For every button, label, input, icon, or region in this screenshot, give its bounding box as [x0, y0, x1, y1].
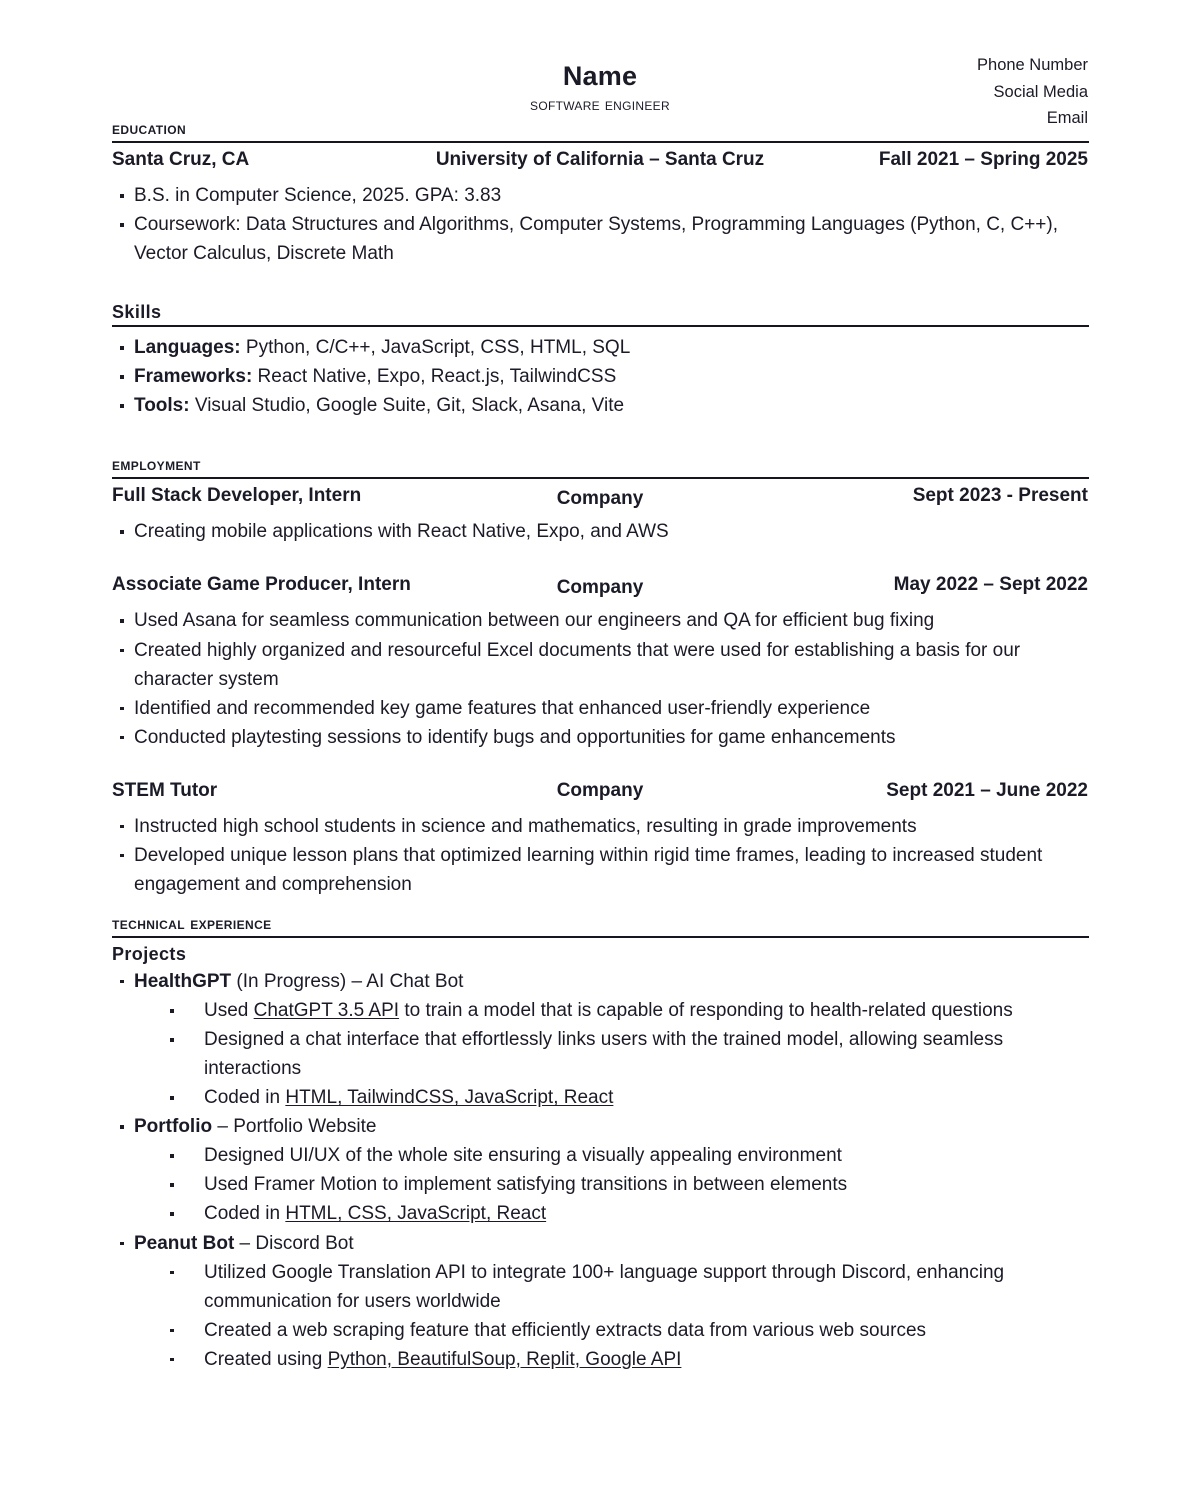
skill-value: Python, C/C++, JavaScript, CSS, HTML, SQL [240, 337, 631, 359]
skill-label: Tools: [134, 395, 190, 417]
education-entry-row [112, 149, 1088, 181]
skill-value: React Native, Expo, React.js, TailwindCSS [252, 366, 617, 388]
list-item: Developed unique lesson plans that optimized learning within rigid time frames, leading to increased student engagement and comprehension [112, 841, 1088, 899]
contact-email: Email [1046, 109, 1088, 128]
detail-prefix: Coded in [204, 1087, 286, 1109]
job-entry-row [112, 574, 1088, 606]
job-bullets [112, 517, 1088, 546]
list-item: Created highly organized and resourceful Excel documents that were used for establishing a basis for our character system [112, 636, 1088, 694]
list-item: Identified and recommended key game features that enhanced user-friendly experience [112, 694, 1088, 723]
project-descriptor: (In Progress) – AI Chat Bot [231, 970, 464, 992]
list-item: Creating mobile applications with React Native, Expo, and AWS [112, 517, 1088, 546]
list-item [112, 1083, 1088, 1112]
section-rule-skills [112, 325, 1089, 327]
list-item [112, 1141, 1088, 1170]
resume-body [0, 118, 1200, 1374]
project-details [112, 1141, 1088, 1228]
detail-prefix: Designed UI/UX of the whole site ensuring a visually appealing environment [204, 1145, 842, 1167]
project-item [112, 1112, 1088, 1141]
projects-list [112, 967, 1088, 996]
job-dates: Sept 2021 – June 2022 [886, 779, 1088, 801]
project-details [112, 996, 1088, 1112]
job-title: STEM Tutor [112, 779, 218, 801]
detail-tech: Python, BeautifulSoup, Replit, Google API [327, 1348, 682, 1370]
detail-tech: HTML, CSS, JavaScript, React [285, 1203, 547, 1225]
skill-value: Visual Studio, Google Suite, Git, Slack, Asana, Vite [189, 395, 625, 417]
project-name: Portfolio [134, 1116, 213, 1138]
detail-prefix: Used Framer Motion to implement satisfying transitions in between elements [204, 1174, 848, 1196]
skills-list [112, 333, 1088, 420]
list-item: Instructed high school students in science and mathematics, resulting in grade improvements [112, 812, 1088, 841]
job-entry-row [112, 485, 1088, 517]
page-title: Name [562, 61, 638, 91]
section-rule-technical-experience [112, 936, 1089, 938]
skill-label: Languages: [134, 337, 241, 359]
section-rule-education [112, 141, 1089, 143]
detail-prefix: Designed a chat interface that effortlessly links users with the trained model, allowing seamless interactions [204, 1029, 1004, 1080]
list-item [112, 1170, 1088, 1199]
detail-prefix: Created using [204, 1348, 328, 1370]
detail-prefix: Coded in [204, 1203, 286, 1225]
education-bullets [112, 181, 1088, 268]
section-rule-employment [112, 477, 1089, 479]
project-details [112, 1258, 1088, 1374]
list-item [112, 1258, 1088, 1316]
detail-suffix: to train a model that is capable of responding to health-related questions [399, 1000, 1013, 1021]
spacer [112, 546, 1088, 572]
job-title: Full Stack Developer, Intern [112, 485, 362, 507]
projects-list [112, 1229, 1088, 1258]
project-name: Peanut Bot [134, 1232, 235, 1254]
list-item [112, 1316, 1088, 1345]
spacer [112, 268, 1088, 302]
job-subtitle: software engineer [530, 96, 670, 115]
job-dates: Sept 2023 - Present [912, 485, 1088, 507]
subsection-heading-projects: Projects [112, 943, 187, 964]
list-item: Coursework: Data Structures and Algorithms, Computer Systems, Programming Languages (Python, C, C++), Vector Calculus, Discrete Math [112, 210, 1088, 268]
detail-prefix: Created a web scraping feature that efficiently extracts data from various web sources [204, 1319, 927, 1341]
section-heading-technical-experience: technical experience [112, 912, 272, 933]
detail-tech: ChatGPT 3.5 API [253, 1000, 400, 1021]
contact-social: Social Media [993, 82, 1088, 101]
education-location: Santa Cruz, CA [112, 149, 250, 170]
job-title: Associate Game Producer, Intern [112, 574, 411, 596]
contact-phone: Phone Number [977, 56, 1088, 74]
spacer [112, 899, 1088, 913]
detail-prefix: Used [204, 1000, 254, 1021]
education-institution: University of California – Santa Cruz [435, 149, 765, 170]
skill-label: Frameworks: [134, 366, 253, 388]
list-item: B.S. in Computer Science, 2025. GPA: 3.83 [112, 181, 1088, 210]
job-company: Company [556, 577, 644, 599]
job-entry-row [112, 780, 1088, 812]
section-heading-employment: employment [112, 454, 201, 475]
project-item [112, 1229, 1088, 1258]
project-descriptor: – Portfolio Website [212, 1116, 377, 1138]
spacer [112, 420, 1088, 454]
job-bullets [112, 606, 1088, 751]
list-item [112, 1345, 1088, 1374]
list-item [112, 1025, 1088, 1083]
project-name: HealthGPT [134, 970, 232, 992]
project-item [112, 967, 1088, 996]
list-item [112, 333, 1088, 362]
section-heading-skills: Skills [112, 302, 162, 323]
list-item [112, 996, 1088, 1025]
section-heading-education: education [112, 118, 187, 138]
contact-block [977, 52, 1088, 132]
spacer [112, 752, 1088, 778]
job-company: Company [556, 488, 644, 510]
job-bullets [112, 812, 1088, 899]
list-item [112, 391, 1088, 420]
detail-prefix: Utilized Google Translation API to integrate 100+ language support through Discord, enhancing communication for users worldwide [204, 1261, 1005, 1312]
detail-tech: HTML, TailwindCSS, JavaScript, React [285, 1087, 614, 1109]
projects-list [112, 1112, 1088, 1141]
list-item: Conducted playtesting sessions to identify bugs and opportunities for game enhancements [112, 723, 1088, 752]
education-dates: Fall 2021 – Spring 2025 [878, 149, 1088, 170]
job-company: Company [556, 779, 644, 801]
project-descriptor: – Discord Bot [234, 1232, 354, 1254]
list-item [112, 1199, 1088, 1228]
list-item [112, 362, 1088, 391]
job-dates: May 2022 – Sept 2022 [893, 574, 1088, 596]
list-item: Used Asana for seamless communication between our engineers and QA for efficient bug fixing [112, 606, 1088, 635]
